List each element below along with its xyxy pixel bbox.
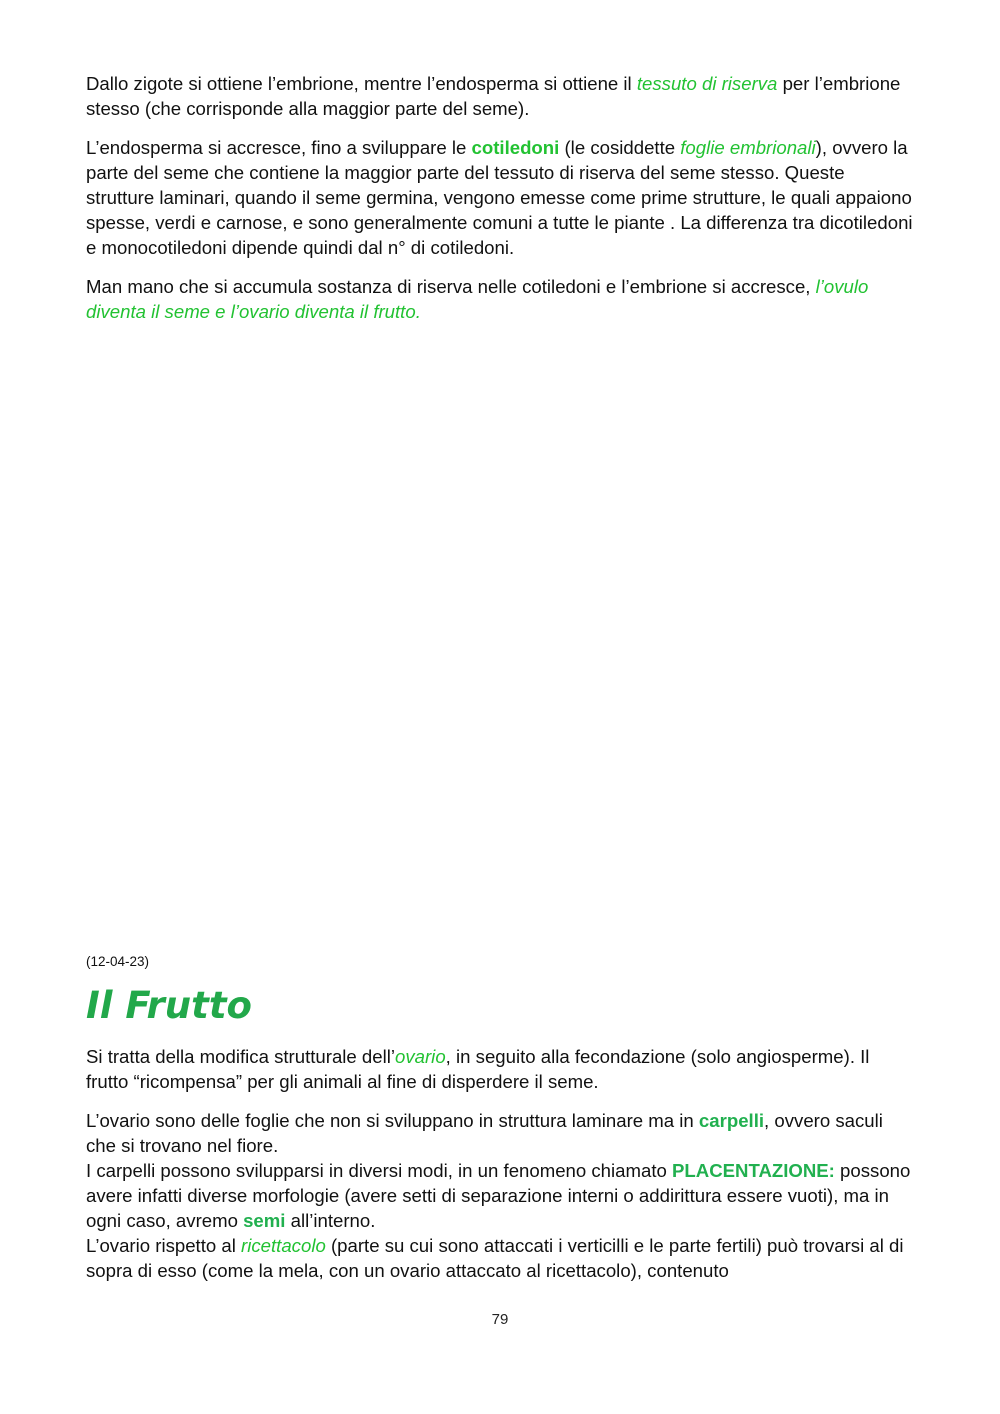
text-span: I carpelli possono svilupparsi in diversi modi, in un fenomeno chiamato (86, 1160, 673, 1181)
paragraph-text (86, 274, 916, 324)
text-span: , in seguito alla fecondazione (solo angiosperme). Il frutto “ricompensa” per gli animali al fine di disperdere il seme. (86, 1046, 870, 1092)
text-span: Man mano che si accumula sostanza di riserva nelle cotiledoni e l’embrione si accresce, (86, 276, 816, 297)
paragraph-cotiledoni (86, 135, 916, 260)
paragraph-embrione (86, 71, 916, 121)
highlight-ricettacolo: ricettacolo (241, 1235, 326, 1256)
highlight-foglie-embrionali: foglie embrionali (680, 137, 816, 158)
text-span: . (415, 301, 421, 322)
highlight-tessuto-di-riserva: tessuto di riserva (636, 73, 778, 94)
bold-placentazione: PLACENTAZIONE: (672, 1160, 835, 1181)
paragraph-text (86, 1044, 916, 1094)
bold-semi: semi (243, 1210, 286, 1231)
text-span: Si tratta della modifica strutturale dell’ (86, 1046, 396, 1067)
highlight-ovulo-seme: l’ovulo diventa il seme e l’ovario diventa il frutto (86, 276, 869, 322)
section-title: Il Frutto (86, 984, 252, 1027)
paragraph-text (86, 135, 916, 260)
bold-cotiledoni: cotiledoni (471, 137, 560, 158)
text-span: (parte su cui sono attaccati i verticilli e le parte fertili) può trovarsi al di sopra di esso (come la mela, con un ovario attaccato al ricettacolo), contenuto (86, 1235, 904, 1281)
text-span: ), ovvero la parte del seme che contiene la maggior parte del tessuto di riserva del seme stesso. Queste strutture laminari, quando il seme germina, vengono emesse come prime strutture, le quali appaiono spesse, verdi e carnose, e sono generalmente comuni a tutte le piante . La differenza tra dicotiledoni e monocotiledoni dipende quindi dal n° di cotiledoni. (86, 137, 913, 258)
text-span: Dallo zigote si ottiene l’embrione, mentre l’endosperma si ottiene il (86, 73, 637, 94)
paragraph-text (86, 71, 916, 121)
text-span: per l’embrione stesso (che corrisponde alla maggior parte del seme). (86, 73, 901, 119)
paragraph-text (86, 1108, 916, 1283)
paragraph-carpelli (86, 1108, 916, 1283)
text-span: L’endosperma si accresce, fino a sviluppare le (86, 137, 472, 158)
text-span: possono avere infatti diverse morfologie (avere setti di separazione interni o addirittura essere vuoti), ma in ogni caso, avremo (86, 1160, 911, 1231)
text-span: all’interno. (285, 1210, 376, 1231)
highlight-ovario: ovario (395, 1046, 446, 1067)
paragraph-ovulo (86, 274, 916, 324)
date-label: (12-04-23) (86, 954, 150, 969)
text-span: , ovvero saculi che si trovano nel fiore. (86, 1110, 883, 1156)
bold-carpelli: carpelli (698, 1110, 765, 1131)
page-number: 79 (491, 1311, 509, 1328)
text-span: L’ovario rispetto al (86, 1235, 242, 1256)
text-span: L’ovario sono delle foglie che non si sviluppano in struttura laminare ma in (86, 1110, 699, 1131)
paragraph-frutto-intro (86, 1044, 916, 1094)
text-span: (le cosiddette (559, 137, 681, 158)
